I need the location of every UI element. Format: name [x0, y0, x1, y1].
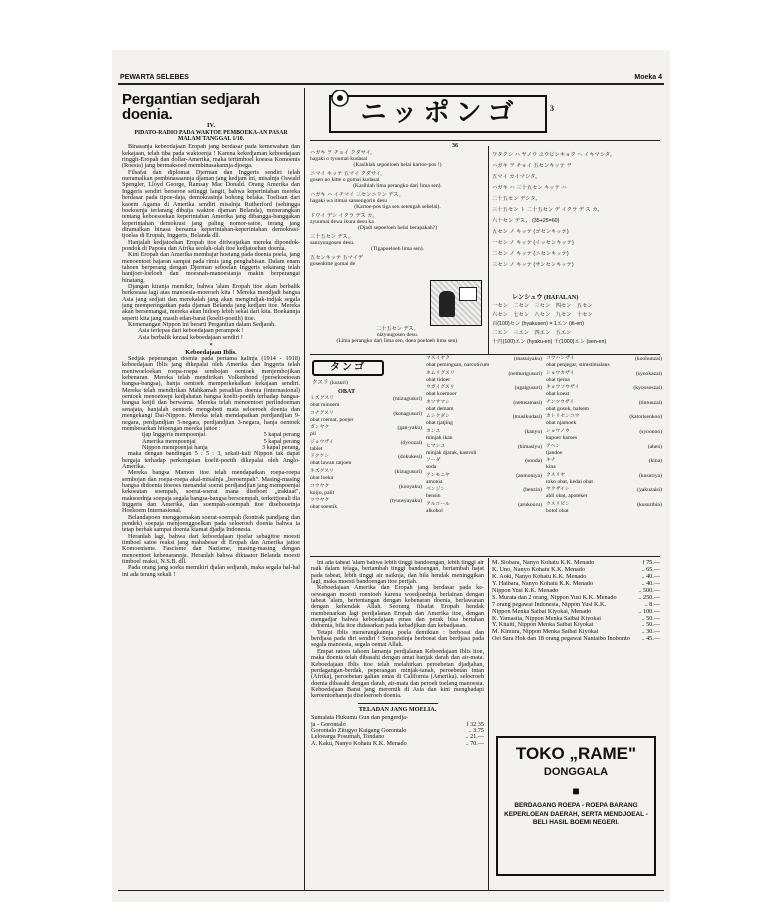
nippongo-banner [310, 90, 660, 138]
obat-meaning: pil [310, 431, 316, 438]
obat-romaji: (tintuuzai) [638, 399, 662, 406]
obat-kana: ジョウザイ [310, 439, 334, 445]
obat-romaji: (sooda) [525, 458, 542, 465]
obat-item [310, 440, 422, 452]
donor-name: 7 orang pegawai Indonesia, Nippon Yusi K.K. [492, 601, 607, 608]
obat-romaji: (kizugusuri) [394, 468, 422, 475]
obat-item [426, 400, 542, 412]
obat-kana: ショウノウ [546, 428, 570, 434]
donor-name: Sumalata Hukumu Gun dan pengerdja- [311, 715, 408, 722]
obat-kana: アヘン [546, 443, 561, 449]
header-rule [118, 83, 664, 85]
obat-romaji: (mizugusuri) [393, 396, 422, 402]
obat-meaning: minjak djarak, kastroli [426, 449, 477, 456]
obat-kana: ガンヤク [310, 425, 330, 431]
kana-line: 一セン ノ キッテ (イッセンキッテ) [492, 240, 574, 246]
donor-list [311, 715, 484, 747]
obat-meaning: obat koeat [546, 391, 570, 398]
obat-meaning: obat demam [426, 405, 454, 412]
navy-country: Nippon mempoenjai hanja [142, 443, 208, 451]
donor-row [492, 574, 660, 580]
navy-country: Amerika mempoenjai [142, 437, 196, 445]
obat-item [546, 371, 662, 383]
obat-romaji: (masuiyaku) [514, 356, 542, 362]
advertisement [496, 736, 656, 876]
dialog-kana: ドウイ デシ イクラ デス カ。 [310, 213, 378, 219]
donor-name: Y. Kitaiti, Nippon Menka Saibai Kiyokai [492, 622, 594, 629]
obat-item [426, 429, 542, 441]
obat-meaning: obat loeka [310, 474, 334, 481]
donor-name: S. Murata dan 2 orang, Nippon Yusi K.K. Menado [492, 594, 617, 601]
obat-meaning: obat tjerna [546, 376, 570, 383]
asterisk: * [209, 343, 213, 350]
donor-amount: .. 70.— [465, 739, 484, 747]
column-divider [304, 88, 305, 890]
paragraph: Mereka bangsa Mamon itoe telah mendapatkan roepa-roepa sembojan dan roepa-roepa akal-misalnja „beroempah". Masing-masing bangsa didoenia itoeoes menandai soerat perdjandjian jang mempoenjai kekoeatan soempah, soerat-soerat mana diseboet „traktaat", maksoednja soepaja segala bangsa-bangsa bersoempah, terkeitjoeali dia Inggeris dan Amerika, dan soempah-soempah itoe disebooetnja Hoekoem Internasional. [122, 469, 300, 515]
obat-item [546, 458, 662, 470]
navy-country: tjap Inggeris mempoenjai [142, 432, 206, 439]
kusuri-logo: タンゴ [312, 360, 384, 376]
obat-kana: マスイヤク [426, 356, 450, 361]
obat-meaning: tablet [310, 445, 323, 452]
obat-item [310, 425, 422, 437]
paragraph: Tetapi Iblis menerangkannja poela demikian : berboeat dan berdjasa pada diri sendiri ! Semoestinja berboeat dan berdjasa pada segala manoesia, segala oemat Allah. [311, 628, 484, 649]
lesson-number: 36 [452, 143, 458, 149]
obat-meaning: alkohol [426, 507, 443, 514]
obat-meaning: obat soentik [310, 504, 338, 511]
ad-city: DONGGALA [543, 766, 609, 778]
article-numeral: IV. [206, 122, 215, 129]
obat-meaning: obat tidoer [426, 376, 451, 383]
obat-kana: コウヤク [310, 483, 330, 489]
obat-item [546, 487, 662, 499]
obat-kana: アルコール [426, 501, 450, 507]
donor-name: Leloearga Posumah, Tondano [311, 733, 385, 741]
obat-meaning: obat penjegar, stimstimalans [546, 362, 610, 368]
donor-name: K. Uno, Nanyo Kohatu K.K. Menado [492, 566, 585, 573]
article-left-column [122, 92, 300, 890]
navy-table [122, 432, 300, 451]
obat-romaji: (koohunzai) [634, 356, 662, 362]
obat-romaji: (kusuriya) [639, 472, 662, 479]
donor-name: M. Siobara, Nanyo Kohatu K.K. Menado [492, 560, 595, 566]
obat-meaning: obat pemingsan, narcoticum [426, 362, 490, 368]
dialog-kana: 三十五セン デス。 [310, 234, 353, 240]
donor-row [492, 581, 660, 587]
dialog-kana: ニマイ キッテ 五マイ クダサイ。 [310, 171, 386, 177]
dialog-meaning: (Kasihlah sepoeloeh helai kartoe-pos !) [353, 162, 442, 168]
obat-kana: ベンジン [426, 487, 445, 493]
paragraph: Djangan kiranja memikir, bahwa 'alam Eropah itoe akan berbalik berkoeasa lagi atas manoesia-moeroeh kita ! Mereka mendjadi bangsa Asia jang sedjati dan merekalah jang akan mengindjak-indjak segala jang memperingatkan pada djaman Belanda jang kedjam itoe. Mereka akan bersemangat, mereka akan hidoep lebih sekat dari kita. Boekannja seperti kita jang masih edan-barat (koelit-poetih) itoe. [122, 282, 300, 322]
dialog-romaji: gosenkitte gomai de [310, 261, 356, 267]
donor-name: Nippon Yusi K.K. Menado [492, 587, 559, 594]
dialog-meaning: (Djadi sepoeloeh helai berapakah?) [357, 225, 438, 231]
dialog-romaji: zyuumai dewa ikura desu ka [310, 219, 374, 225]
obat-romaji: (yakuzaisi) [637, 487, 662, 494]
obat-kana: ネムリグスリ [426, 370, 455, 376]
navy-count: 3 kapal perang, [262, 443, 300, 451]
donor-name: K. Yamasita, Nippon Menka Saibai Kiyokai [492, 615, 601, 622]
obat-kana: ミズグスリ [310, 396, 334, 401]
ad-badge: ■ [572, 784, 580, 798]
obat-item [426, 371, 542, 383]
obat-item [426, 414, 542, 426]
obat-kana: クスリビン [546, 501, 570, 507]
donor-list-2 [492, 560, 660, 643]
donor-amount: .. 21.— [465, 733, 484, 741]
donor-amount: .. 250.— [638, 594, 660, 601]
obat-kana: ショウカザイ [546, 370, 575, 376]
article-body-1 [122, 144, 300, 328]
obat-romaji: (ahen) [647, 443, 662, 450]
hafalan-row: 六セン 七セン 八セン 九セン 十セン [492, 312, 593, 318]
donor-amount: .. 500.— [638, 587, 660, 594]
post-office-illustration [430, 280, 482, 326]
obat-kana: ツウヤク [310, 498, 330, 504]
hafalan-row: 一セン 二セン 三セン 四セン 五セン [492, 303, 593, 309]
donor-amount: .. 30.— [641, 629, 660, 636]
obat-romaji: (katorisenkoo) [629, 414, 662, 421]
paragraph: Empat ratoes tahoen lamanja perdjalanan Keboedajaan Iblis itoe, maka doenia telah dibasahi dengan amat banjak darah dan air-mata. Keboedajaan Iblis itoe telah melahirkan peroebetan djadjahan, perdagangan-berdak, peperangan minjak-tanah, peroebetan intan (Afrika), peroebetan galian emas di California (Amerika). seloeroeh doenia dibasahi dengan darah, air-mata dan peroeh toelang manoesia. Keboedajaan Barat jang meremik di Asia dan kini menghadapi keroentoehannja diseloeroeh doenia. [311, 647, 484, 700]
obat-meaning: obat njamoek [546, 420, 577, 427]
teladan-heading: TELADAN JANG MOELIA. [358, 706, 437, 714]
hafalan-table [492, 302, 660, 347]
donor-name: Oei Sara Hok dan 18 orang pegawai Nantaibo Inobonto [492, 636, 630, 643]
donor-amount: .. 50.— [641, 622, 660, 629]
obat-column-3 [546, 356, 662, 517]
dialog-item [310, 171, 485, 189]
ad-shop-name: TOKO „RAME" [515, 744, 637, 763]
obat-romaji: (benzin) [523, 487, 542, 494]
obat-column-2 [426, 356, 542, 517]
donor-name: K. Aoki, Nanyo Kohatu K.K. Menado [492, 573, 587, 580]
dialog-item [310, 255, 485, 267]
obat-meaning: bensin [426, 493, 441, 500]
obat-romaji: (himasiyu) [517, 443, 542, 450]
obat-kana: ヒマシユ [426, 443, 446, 449]
obat-meaning: soda [426, 464, 437, 471]
obat-meaning: obat tjatjing [426, 420, 453, 427]
article-body-2 [122, 356, 300, 432]
lesson-divider [488, 146, 489, 354]
newspaper-page [112, 50, 670, 902]
obat-item [310, 411, 422, 423]
obat-item [426, 444, 542, 456]
dialog-kana: ハガキ ヲ チョイ クダサイ。 [310, 150, 376, 156]
kana-line: ワタクシ ハ ヤノウ ユウビンキョク ヘ イキマシタ。 [492, 152, 616, 158]
donor-name: Gorontalo Zitugyo Kaigang Gorontalo [311, 727, 407, 735]
obat-kana: キナ [546, 458, 556, 464]
lower-rule [310, 556, 660, 557]
obat-romaji: (ugaigusuri) [514, 385, 542, 392]
kana-line: 六十セン デス。 (35+25=60) [492, 218, 560, 224]
navy-count: 5 kapal perang [263, 432, 300, 439]
donor-row [311, 741, 484, 747]
obat-kana: クスリ (kusuri) [312, 380, 348, 386]
paragraph: maka dengan bandingan 5 : 5 : 3, sekali-kali Nippon tak dapat bergaja terhadap perkongsian koelit-poetih dikepalai oleh Anglo-Amerika. [122, 451, 300, 470]
obat-meaning: amonia [426, 478, 443, 485]
obat-kana: ドクケシ [310, 454, 329, 460]
dialog-item [310, 213, 485, 231]
obat-item [546, 356, 662, 368]
obat-kana: カンユ [426, 428, 441, 434]
hafalan-row: 十円(100)エン (hyaku-en) 千(1000)エン (sen-en) [492, 339, 607, 345]
obat-item [426, 487, 542, 499]
ad-line-1: BERDAGANG ROEPA - ROEPA BARANG [514, 802, 638, 809]
paragraph: Hanjalah kedjatoehan Eropah itoe diriwajatkan mereka dipondok-pondok di Papoea dan Afrika seolah-olah itoe kedjatoehan doenia. [122, 238, 300, 252]
obat-item [426, 458, 542, 470]
obat-meaning: botol obat [546, 507, 569, 514]
dialog-romaji: gosen no kitte o gomai kudasai [310, 177, 380, 183]
obat-romaji: (syookazai) [635, 370, 662, 377]
kana-line: ハガキ ハ 三十五セン キッテ ハ [492, 185, 567, 191]
obat-meaning: ahli obat, apoteker [546, 493, 588, 500]
dialog-kana: 二十五セン デス。 [376, 326, 419, 332]
obat-kana: ムシクダシ [426, 414, 450, 420]
obat-item [310, 484, 422, 496]
kana-line: 二十五セン デシタ。 [492, 196, 541, 202]
obat-romaji: (kina) [648, 458, 662, 465]
obat-kana: ヤクザイシ [546, 487, 570, 493]
hafalan-title: レンシュウ (HAFALAN) [512, 294, 579, 301]
paragraph: Belandapoen menggoenakan soerat-soempah (kontrak pandjang dan pendek) soepaja menjoenggoelkan pada seloeroeh doenia bahwa ia tetap berhak sampai doenia kiamat djadja Indonesia. [122, 513, 300, 534]
obat-romaji: (arukooru) [518, 501, 542, 508]
obat-romaji: (anmoniya) [516, 472, 542, 479]
dialog-item [310, 150, 485, 168]
obat-romaji: (kanyu) [524, 428, 542, 435]
donor-amount: .. 100.— [638, 608, 660, 615]
hafalan-row: 二エン 三エン 四エン 五エン [492, 330, 572, 336]
paragraph: Binasanja kebeodajaan Eropah jang berdasar pada kemewahan dan kekajaan, telah tiba pada waktoenja ! Karena kekedjaman keboedajaan ringgit-Eropah dan dollar-Amerika, maka tertimboel koeasa Komoenis (Roesia) jang bermaksoed membinasakannja djoega. [122, 144, 300, 170]
obat-item [546, 473, 662, 485]
dialog-romaji: nizyuugosen desu. [376, 332, 419, 338]
obat-item [310, 469, 422, 481]
paragraph: Heranlah lagi, bahwa dari keboedajaan tjoelar sebagitoe moesti timboel satoe reaksi jang mahabesar di Eropah dan Amerika jaitoe Komoenisme. Fascisme dan Nazisme, masing-masing dengan menoentoet kebenarannja. Heranlah bahwa diktaator Belanda moesti timboel reaksi, N.S.B. dll. [122, 532, 300, 566]
obat-romaji: (dyoozai) [400, 439, 422, 446]
donor-row [492, 622, 660, 628]
kana-line: 二セン ノ キッテ (ニセンキッテ) [492, 251, 569, 257]
paragraph: Filsafat dan diplomat Djerman dan Inggeris sendiri telah meramalkan pembinasaannja djaman jang kedjam ini, misalnja Oswald Spengler, Lloyd George, Ramsay Mac Donald. Orang Amerika dan Inggeris sendiri berseroe setinggi langit, bahwa keperintahan mereka berdasar pada tipoe-daja, demokrasinja bohong belaka. Toelisan dari kaoem Agama di Amerika sendiri misalnja Rutherford (sehingga boekoenja terlarang dibatja waktoe djaman Belanda), menerangkan tentang keboesoekan keperintahan Amerika jang dibangga-banggakan keperintahan demokrasi jang paling nomor-satoe, terang jang diramalkan binasa bersama keperintahan-keperintahan demokrasi-tjoelas di Eropah, Inggeris, Belanda dll. [122, 168, 300, 240]
obat-kana: ソーダ [426, 458, 441, 464]
navy-count: 5 kapal perang [263, 437, 300, 445]
dialog-item [310, 234, 485, 252]
obat-item [310, 396, 422, 408]
page-number: Moeka 4 [634, 74, 662, 81]
obat-item [546, 414, 662, 426]
obat-item [546, 444, 662, 456]
donor-name: Y. Haibara, Nanyo Kohatu K.K. Menado [492, 580, 594, 587]
donor-amount: .. 8.— [644, 601, 660, 608]
obat-meaning: obat gosok, balsem [546, 405, 590, 412]
donor-row [492, 602, 660, 608]
kana-line: 三十五セン ト 二十五セン デ イクラ デ ス カ。 [492, 207, 603, 213]
dialog-romaji: hagaki o tyuumai kudasai [310, 156, 368, 162]
obat-romaji: (nemurigusuri) [508, 370, 542, 377]
donor-amount: .. 3.75 [468, 727, 484, 735]
kana-line: 五マイ カイマシタ。 [492, 174, 541, 180]
obat-romaji: (dokukesi) [398, 454, 422, 461]
obat-romaji: (netusamasi) [513, 399, 542, 406]
obat-romaji: (syoonoo) [639, 428, 662, 435]
donor-row [492, 595, 660, 601]
obat-kana: ウガイグスリ [426, 385, 455, 391]
donor-name: Nippon Menka Saibai Kiyokai, Menado [492, 608, 592, 615]
dialog-romaji: hagaki wa itimai sansengorin desu [310, 198, 388, 204]
obat-column-1 [310, 396, 422, 513]
obat-item [310, 454, 422, 466]
paragraph: Kemenangan Nippon ini berarti Pergantian dalam Sedjarah. [128, 321, 276, 329]
obat-kana: チンツウザイ [546, 399, 575, 405]
obat-meaning: obat lawan ratjoen [310, 460, 352, 467]
obat-title: OBAT [338, 388, 356, 395]
obat-romaji: (tyuusyayaku) [389, 498, 422, 505]
obat-romaji: (konagusuri) [393, 410, 422, 417]
dialog-meaning: (Lima perangko dari lima sen, doea poeloeh lima sen). [336, 338, 459, 344]
obat-item [426, 356, 542, 368]
obat-meaning: kapoer baroes [546, 434, 578, 441]
obat-meaning: obat minoem [310, 402, 340, 408]
kana-line: 五セン ノ キッテ (ゴセンキッテ) [492, 229, 569, 235]
obat-kana: コウハンザイ [546, 356, 575, 361]
dialog-meaning: (Tigapoeloeh lima sen). [370, 246, 425, 252]
obat-meaning: koijo, palit [310, 489, 335, 496]
obat-rule [310, 354, 660, 355]
donor-amount: .. 45.— [641, 636, 660, 643]
obat-romaji: (gan-yaku) [397, 425, 422, 432]
dialog-kana: 五センキッテ 五マイデ [310, 255, 364, 261]
newspaper-name: PEWARTA SELEBES [120, 74, 189, 81]
obat-kana: キョウソウザイ [546, 385, 580, 391]
obat-kana: キズグスリ [310, 468, 334, 474]
donor-name: ja - Gorontalo [311, 720, 346, 728]
article-subtitle: PIDATO-RADIO PADA WAKTOE PEMBOEKA-AN PASAR MALAM TANGGAL 1/10. [134, 130, 288, 143]
kana-line: ハガキ ヲ チョイ 五センキッテ ヲ [492, 163, 572, 169]
donor-row [492, 629, 660, 635]
ad-line-2: KEPERLOEAN DAERAH, SERTA MENDJOEAL - BELI HASIL BOEMI NEGERI. [504, 811, 648, 826]
obat-item [310, 498, 422, 510]
right-divider [488, 558, 489, 890]
obat-kana: クスリヤ [546, 472, 566, 478]
obat-romaji: (musikudasi) [512, 414, 542, 421]
donor-row [492, 567, 660, 573]
obat-kana: コナグスリ [310, 410, 334, 416]
banner-title: ニッポンゴ [360, 98, 520, 128]
article-title: Pergantian sedjarah doenia. [122, 92, 260, 123]
article-list [122, 328, 300, 341]
obat-meaning: minjak ikan [426, 434, 453, 441]
obat-item [546, 385, 662, 397]
donor-row [492, 560, 660, 566]
obat-item [546, 429, 662, 441]
hafalan-row: 百(100)セン (hyakusen) = 1エン (iti-en) [492, 321, 584, 327]
obat-item [426, 473, 542, 485]
obat-romaji: (kyoososzai) [633, 385, 662, 392]
obat-item [546, 502, 662, 514]
obat-romaji: (kooyaku) [399, 483, 422, 490]
banner-number: 3 [550, 104, 554, 113]
lesson-narrative [492, 150, 660, 300]
obat-item [426, 502, 542, 514]
banner-rule [310, 140, 660, 141]
list-item: Asia berbalik kezaal keboedajaan sendiri ! [138, 333, 243, 341]
article-body-3 [122, 451, 300, 578]
donor-amount: .. 40.— [641, 580, 660, 587]
dialog-meaning: (Kasihlah lima perangko dari lima sen). [353, 183, 442, 189]
donor-amount: f 32.35 [466, 720, 484, 728]
donor-name: A. Kaku, Nanyo Kohatu K.K. Menado [311, 739, 407, 747]
article-continuation [311, 560, 484, 890]
donor-row [492, 609, 660, 615]
donor-row [492, 616, 660, 622]
list-item: Asia terlepas dari keboedajaan perampok ! [138, 328, 244, 335]
dialog-kana: ハガキ ハ イチマイ 三センニリン デス。 [310, 192, 404, 198]
obat-romaji: (kusuribin) [637, 501, 662, 508]
obat-kana: ネツサマシ [426, 399, 450, 405]
footer-rule [118, 890, 664, 891]
paragraph: Keboedajaan Amerika dan Eropah jang berdasar pada ke-oewangan moesti roentoeh karena woedjoednja berlainan dengan tabeat 'alam, bertentangan dengan kebenaran doenia, berlawanan dengan kehendak Allah. Seorang filsafat Eropah hendak membenarkan lagi perdjalanan Eropah dan Amerika itoe, dengan mengadjar bahwa keboedajaan emas dan perak bisa bertahan didoenia, bila itoe didasarkan pada kebadjikan dan kebadjasan. [311, 584, 484, 630]
obat-meaning: toko obat, kedai obat [546, 478, 593, 485]
obat-item [546, 400, 662, 412]
obat-meaning: tjandoe [546, 449, 563, 456]
paragraph: Pada orang jang soeka memikiri djalan sedjarah, maka segala hal-hal ini ada terang sekali ! [122, 564, 300, 578]
paragraph: Sedjak peperangan doenia pada pertama kalinja (1914 - 1918) keboedajaan Iblis jang dikepalai oleh Amerika dan Inggeris telah meniwoeloekan roepa-roepa sembojan oentoek menjembojikan kebenaran. Mereka telah mendirikan Volkenbond (persekoetoean bangsa-bangsa), hanja oentoek memperkekalkan kekajaan sendiri. Mereka telah mendirikan Mahkamah peradilan doenia (internasional) oentoek menoetoepi kedjahatan bangsa koelit-poetih terhadap bangsa-bangsa ketjil dan berwarna. Mereka telah menoentoet perlindoeman senajata, hanjalah oentoek mengoboti mata seloeroeh doenia dan mengekangi Dai-Nippon. Mereka telah mendapatkan perdjandjian 9-negara, perdjandjian 5-negara, perdjandjian 3-negara, hanja oentoek membesarkan hitoengan mereka jaitoe : [122, 356, 300, 432]
donor-amount: f 75.— [642, 560, 660, 566]
dialog-romaji: sanzyuugosen desu. [310, 240, 355, 246]
donor-amount: .. 40.— [641, 573, 660, 580]
section-heading: Keboedajaan Iblis. [185, 349, 237, 357]
donor-amount: .. 50.— [641, 615, 660, 622]
kana-line: 三セン ノ キッテ (サンセンキッテ) [492, 262, 574, 268]
obat-meaning: obat koemoer [426, 391, 457, 398]
donor-name: M. Kimura, Nippon Menka Saibai Kiyokai [492, 629, 599, 636]
donor-amount: .. 65.— [641, 566, 660, 573]
obat-kana: カトリセンコウ [546, 414, 580, 420]
lesson-dialog-last [310, 326, 485, 344]
dialog-item [310, 192, 485, 210]
obat-item [426, 385, 542, 397]
dialog-meaning: (Kartoe-pos tiga sen setengah sehelai). [354, 204, 441, 210]
donor-row [492, 588, 660, 594]
obat-meaning: obat roemat, poejer [310, 416, 354, 423]
obat-kana: アンモニヤ [426, 472, 450, 478]
donor-row [492, 636, 660, 642]
paragraph: lni ada tabeat 'alam bahwa lebih tinggi bandoengan, lebih tinggi air naik dalam telaga, bertambah tinggi bandoengan, bertambah hajat pada tabeat, lebih tinggi air naiknja, dan bila hendak meninggikan lagi, maka moesti bandoengan itoe pertjah. [311, 560, 484, 586]
paragraph: Kini Eropah dan Amerika membajar hoetang pada doenia poela, jang menoentoet bajaran sampai pada rimis jang penghabisan. Dalam enam tahoen berperang dengan Djerman seboelan Inggeris sekarang telah hantjoer-loeloeh dan moesnah-manoesianja makin berperangai binatang. [122, 251, 300, 284]
obat-meaning: kina [546, 464, 556, 471]
